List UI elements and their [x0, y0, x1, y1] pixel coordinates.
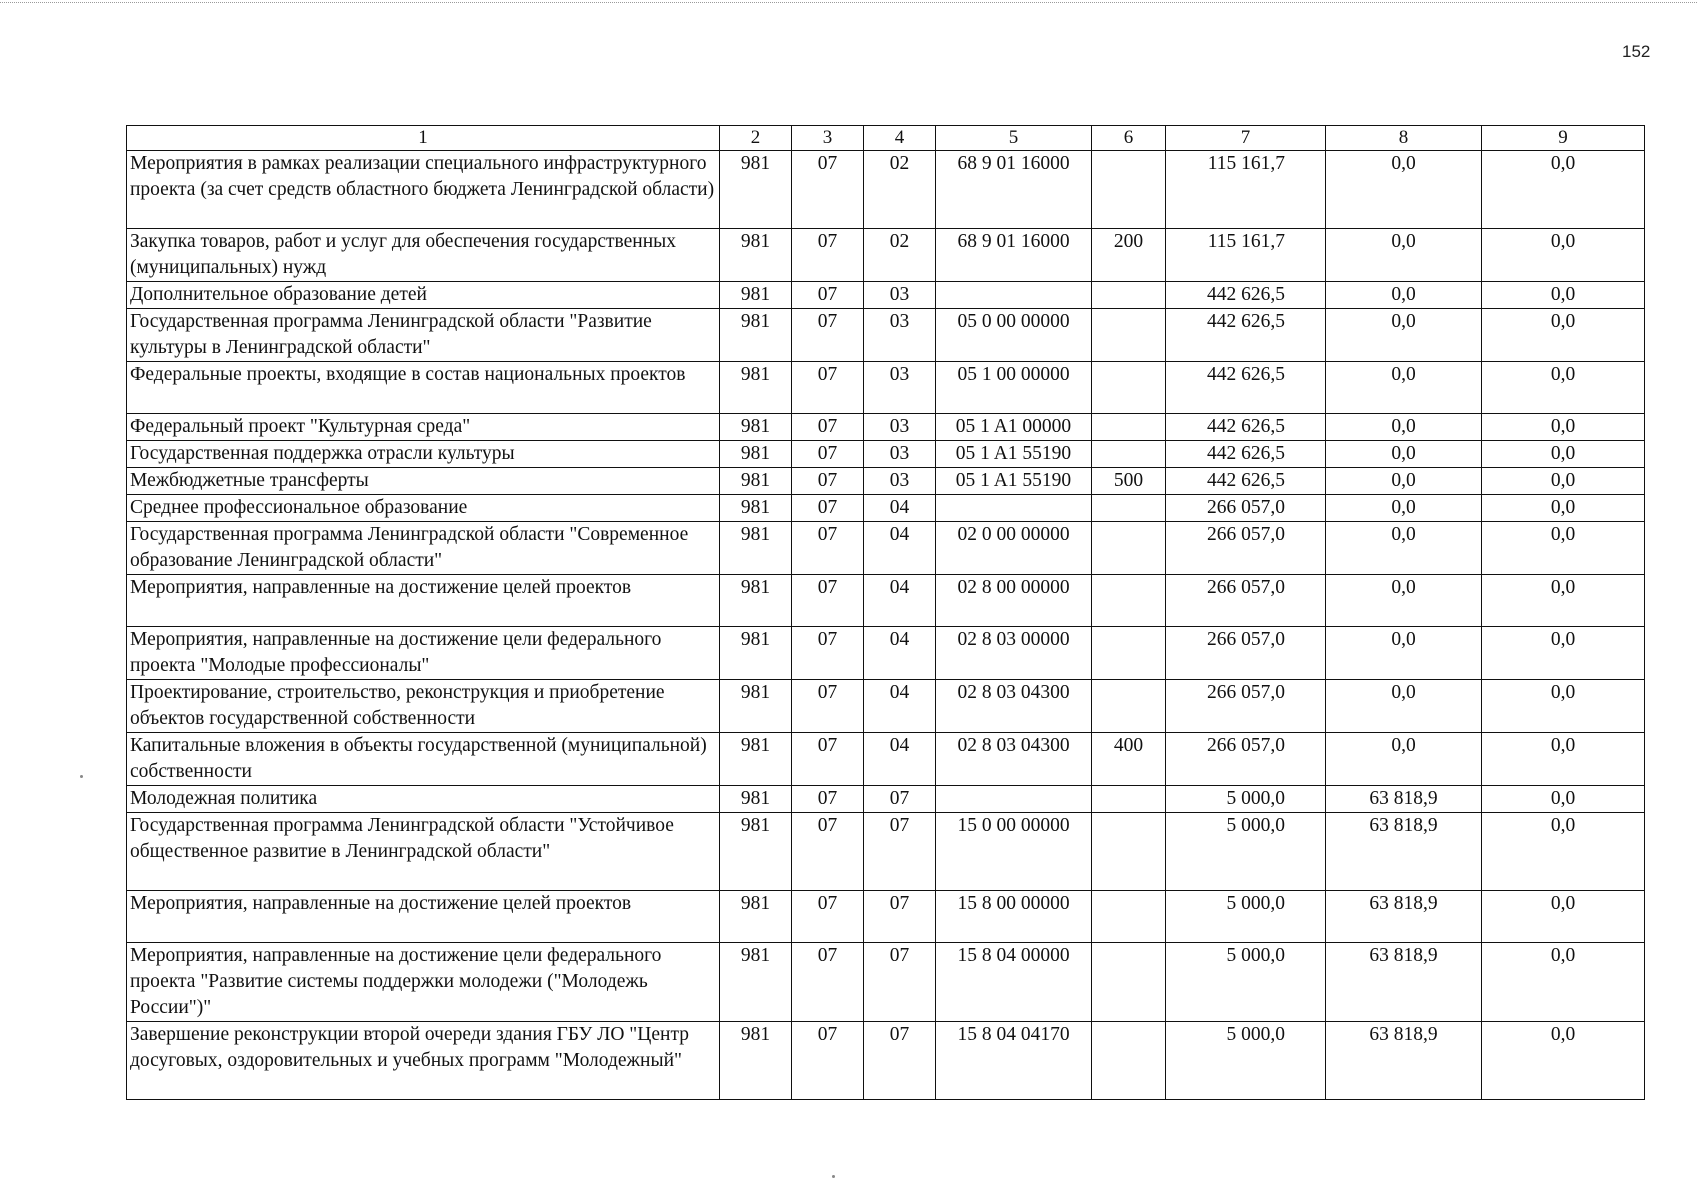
- row-name: Федеральные проекты, входящие в состав национальных проектов: [127, 362, 720, 414]
- col6-expense-type: [1092, 309, 1166, 362]
- col2-code: 981: [720, 575, 792, 627]
- col2-code: 981: [720, 733, 792, 786]
- col5-target-article: 05 1 A1 55190: [936, 468, 1092, 495]
- table-row: [127, 362, 1645, 414]
- col5-target-article: 05 0 00 00000: [936, 309, 1092, 362]
- table-row: [127, 495, 1645, 522]
- header-cell-1: 1: [127, 126, 720, 151]
- col7-amount: 5 000,0: [1166, 891, 1326, 943]
- col3-section: 07: [792, 680, 864, 733]
- col6-expense-type: [1092, 891, 1166, 943]
- col4-subsection: 04: [864, 680, 936, 733]
- col6-expense-type: 500: [1092, 468, 1166, 495]
- col6-expense-type: [1092, 282, 1166, 309]
- col7-amount: 266 057,0: [1166, 680, 1326, 733]
- col2-code: 981: [720, 441, 792, 468]
- col5-target-article: 05 1 A1 55190: [936, 441, 1092, 468]
- header-cell-7: 7: [1166, 126, 1326, 151]
- col9-amount: 0,0: [1482, 786, 1645, 813]
- col5-target-article: [936, 495, 1092, 522]
- header-cell-3: 3: [792, 126, 864, 151]
- table-row: [127, 680, 1645, 733]
- col6-expense-type: [1092, 441, 1166, 468]
- table-row: [127, 733, 1645, 786]
- scan-speck: [80, 775, 83, 778]
- col4-subsection: 07: [864, 891, 936, 943]
- page-number: 152: [1622, 42, 1651, 61]
- col3-section: 07: [792, 414, 864, 441]
- col7-amount: 115 161,7: [1166, 151, 1326, 229]
- col9-amount: 0,0: [1482, 441, 1645, 468]
- col8-amount: 0,0: [1326, 441, 1482, 468]
- col9-amount: 0,0: [1482, 943, 1645, 1022]
- col5-target-article: 68 9 01 16000: [936, 229, 1092, 282]
- col9-amount: 0,0: [1482, 575, 1645, 627]
- row-name: Мероприятия, направленные на достижение целей проектов: [127, 575, 720, 627]
- col8-amount: 0,0: [1326, 362, 1482, 414]
- col7-amount: 5 000,0: [1166, 813, 1326, 891]
- col5-target-article: 02 0 00 00000: [936, 522, 1092, 575]
- col7-amount: 5 000,0: [1166, 1022, 1326, 1100]
- col2-code: 981: [720, 522, 792, 575]
- col9-amount: 0,0: [1482, 495, 1645, 522]
- col6-expense-type: 200: [1092, 229, 1166, 282]
- col9-amount: 0,0: [1482, 362, 1645, 414]
- col9-amount: 0,0: [1482, 627, 1645, 680]
- row-name: Проектирование, строительство, реконструкция и приобретение объектов государственной собственности: [127, 680, 720, 733]
- col3-section: 07: [792, 575, 864, 627]
- col7-amount: 442 626,5: [1166, 414, 1326, 441]
- col8-amount: 63 818,9: [1326, 786, 1482, 813]
- col6-expense-type: [1092, 495, 1166, 522]
- table-row: [127, 813, 1645, 891]
- scan-speck: [832, 1175, 835, 1178]
- col5-target-article: 15 0 00 00000: [936, 813, 1092, 891]
- col7-amount: 5 000,0: [1166, 786, 1326, 813]
- col5-target-article: 05 1 A1 00000: [936, 414, 1092, 441]
- col8-amount: 0,0: [1326, 575, 1482, 627]
- col5-target-article: 02 8 03 04300: [936, 733, 1092, 786]
- col4-subsection: 03: [864, 414, 936, 441]
- col7-amount: 442 626,5: [1166, 468, 1326, 495]
- col6-expense-type: [1092, 813, 1166, 891]
- col9-amount: 0,0: [1482, 1022, 1645, 1100]
- col8-amount: 63 818,9: [1326, 891, 1482, 943]
- col2-code: 981: [720, 229, 792, 282]
- table-row: [127, 943, 1645, 1022]
- table-row: [127, 151, 1645, 229]
- col9-amount: 0,0: [1482, 229, 1645, 282]
- col6-expense-type: [1092, 627, 1166, 680]
- row-name: Молодежная политика: [127, 786, 720, 813]
- col4-subsection: 03: [864, 362, 936, 414]
- col6-expense-type: [1092, 362, 1166, 414]
- col8-amount: 0,0: [1326, 151, 1482, 229]
- col7-amount: 442 626,5: [1166, 441, 1326, 468]
- col5-target-article: 02 8 00 00000: [936, 575, 1092, 627]
- col4-subsection: 03: [864, 468, 936, 495]
- col3-section: 07: [792, 441, 864, 468]
- col4-subsection: 04: [864, 575, 936, 627]
- col3-section: 07: [792, 468, 864, 495]
- col2-code: 981: [720, 813, 792, 891]
- col7-amount: 115 161,7: [1166, 229, 1326, 282]
- table-row: [127, 891, 1645, 943]
- col7-amount: 5 000,0: [1166, 943, 1326, 1022]
- col8-amount: 0,0: [1326, 680, 1482, 733]
- col8-amount: 0,0: [1326, 414, 1482, 441]
- col3-section: 07: [792, 891, 864, 943]
- table-row: [127, 468, 1645, 495]
- col3-section: 07: [792, 229, 864, 282]
- row-name: Государственная программа Ленинградской области "Современное образование Ленинградской области": [127, 522, 720, 575]
- table-row: [127, 229, 1645, 282]
- col8-amount: 0,0: [1326, 282, 1482, 309]
- col8-amount: 0,0: [1326, 495, 1482, 522]
- col2-code: 981: [720, 414, 792, 441]
- col7-amount: 266 057,0: [1166, 627, 1326, 680]
- col7-amount: 442 626,5: [1166, 362, 1326, 414]
- col5-target-article: [936, 786, 1092, 813]
- col3-section: 07: [792, 943, 864, 1022]
- col9-amount: 0,0: [1482, 414, 1645, 441]
- header-cell-8: 8: [1326, 126, 1482, 151]
- col4-subsection: 07: [864, 1022, 936, 1100]
- row-name: Дополнительное образование детей: [127, 282, 720, 309]
- col8-amount: 0,0: [1326, 627, 1482, 680]
- col3-section: 07: [792, 151, 864, 229]
- col5-target-article: 15 8 04 04170: [936, 1022, 1092, 1100]
- col5-target-article: 02 8 03 00000: [936, 627, 1092, 680]
- col4-subsection: 02: [864, 151, 936, 229]
- header-cell-6: 6: [1092, 126, 1166, 151]
- col6-expense-type: [1092, 414, 1166, 441]
- col7-amount: 266 057,0: [1166, 495, 1326, 522]
- col4-subsection: 07: [864, 943, 936, 1022]
- budget-table: [126, 125, 1645, 1100]
- table-row: [127, 309, 1645, 362]
- col7-amount: 266 057,0: [1166, 733, 1326, 786]
- col8-amount: 63 818,9: [1326, 943, 1482, 1022]
- table-row: [127, 627, 1645, 680]
- row-name: Закупка товаров, работ и услуг для обеспечения государственных (муниципальных) нужд: [127, 229, 720, 282]
- col6-expense-type: [1092, 680, 1166, 733]
- col8-amount: 0,0: [1326, 468, 1482, 495]
- col9-amount: 0,0: [1482, 813, 1645, 891]
- col6-expense-type: [1092, 575, 1166, 627]
- header-cell-5: 5: [936, 126, 1092, 151]
- col9-amount: 0,0: [1482, 282, 1645, 309]
- col9-amount: 0,0: [1482, 680, 1645, 733]
- col6-expense-type: 400: [1092, 733, 1166, 786]
- table-row: [127, 522, 1645, 575]
- scan-top-edge: [0, 2, 1697, 3]
- col3-section: 07: [792, 309, 864, 362]
- col2-code: 981: [720, 786, 792, 813]
- row-name: Завершение реконструкции второй очереди здания ГБУ ЛО "Центр досуговых, оздоровительных и учебных программ "Молодежный": [127, 1022, 720, 1100]
- col2-code: 981: [720, 362, 792, 414]
- col4-subsection: 03: [864, 441, 936, 468]
- row-name: Капитальные вложения в объекты государственной (муниципальной) собственности: [127, 733, 720, 786]
- col6-expense-type: [1092, 151, 1166, 229]
- row-name: Мероприятия, направленные на достижение цели федерального проекта "Молодые профессионалы": [127, 627, 720, 680]
- col4-subsection: 03: [864, 309, 936, 362]
- col4-subsection: 07: [864, 786, 936, 813]
- col4-subsection: 07: [864, 813, 936, 891]
- row-name: Государственная программа Ленинградской области "Устойчивое общественное развитие в Ленинградской области": [127, 813, 720, 891]
- col3-section: 07: [792, 1022, 864, 1100]
- table-row: [127, 282, 1645, 309]
- col9-amount: 0,0: [1482, 733, 1645, 786]
- col9-amount: 0,0: [1482, 309, 1645, 362]
- col3-section: 07: [792, 786, 864, 813]
- col5-target-article: [936, 282, 1092, 309]
- table-row: [127, 1022, 1645, 1100]
- col6-expense-type: [1092, 1022, 1166, 1100]
- row-name: Федеральный проект "Культурная среда": [127, 414, 720, 441]
- col8-amount: 0,0: [1326, 229, 1482, 282]
- col3-section: 07: [792, 733, 864, 786]
- col2-code: 981: [720, 495, 792, 522]
- col9-amount: 0,0: [1482, 468, 1645, 495]
- row-name: Среднее профессиональное образование: [127, 495, 720, 522]
- col3-section: 07: [792, 282, 864, 309]
- col3-section: 07: [792, 362, 864, 414]
- col4-subsection: 04: [864, 522, 936, 575]
- col9-amount: 0,0: [1482, 522, 1645, 575]
- col2-code: 981: [720, 943, 792, 1022]
- col6-expense-type: [1092, 786, 1166, 813]
- col8-amount: 63 818,9: [1326, 813, 1482, 891]
- col8-amount: 0,0: [1326, 522, 1482, 575]
- col3-section: 07: [792, 522, 864, 575]
- header-row: [127, 126, 1645, 151]
- col2-code: 981: [720, 468, 792, 495]
- col4-subsection: 03: [864, 282, 936, 309]
- col8-amount: 63 818,9: [1326, 1022, 1482, 1100]
- col2-code: 981: [720, 627, 792, 680]
- col2-code: 981: [720, 309, 792, 362]
- row-name: Государственная программа Ленинградской области "Развитие культуры в Ленинградской области": [127, 309, 720, 362]
- row-name: Мероприятия, направленные на достижение цели федерального проекта "Развитие системы поддержки молодежи ("Молодежь России")": [127, 943, 720, 1022]
- col2-code: 981: [720, 1022, 792, 1100]
- col3-section: 07: [792, 813, 864, 891]
- col2-code: 981: [720, 891, 792, 943]
- col2-code: 981: [720, 151, 792, 229]
- col8-amount: 0,0: [1326, 309, 1482, 362]
- col4-subsection: 04: [864, 495, 936, 522]
- col5-target-article: 05 1 00 00000: [936, 362, 1092, 414]
- row-name: Мероприятия в рамках реализации специального инфраструктурного проекта (за счет средств областного бюджета Ленинградской области): [127, 151, 720, 229]
- col2-code: 981: [720, 282, 792, 309]
- col6-expense-type: [1092, 522, 1166, 575]
- col2-code: 981: [720, 680, 792, 733]
- col7-amount: 442 626,5: [1166, 282, 1326, 309]
- table-row: [127, 575, 1645, 627]
- col5-target-article: 15 8 04 00000: [936, 943, 1092, 1022]
- col5-target-article: 15 8 00 00000: [936, 891, 1092, 943]
- col4-subsection: 02: [864, 229, 936, 282]
- header-cell-9: 9: [1482, 126, 1645, 151]
- col6-expense-type: [1092, 943, 1166, 1022]
- col7-amount: 442 626,5: [1166, 309, 1326, 362]
- col7-amount: 266 057,0: [1166, 575, 1326, 627]
- col9-amount: 0,0: [1482, 151, 1645, 229]
- col4-subsection: 04: [864, 733, 936, 786]
- row-name: Межбюджетные трансферты: [127, 468, 720, 495]
- col5-target-article: 68 9 01 16000: [936, 151, 1092, 229]
- col8-amount: 0,0: [1326, 733, 1482, 786]
- col7-amount: 266 057,0: [1166, 522, 1326, 575]
- col3-section: 07: [792, 495, 864, 522]
- table-row: [127, 786, 1645, 813]
- header-cell-2: 2: [720, 126, 792, 151]
- col4-subsection: 04: [864, 627, 936, 680]
- row-name: Мероприятия, направленные на достижение целей проектов: [127, 891, 720, 943]
- table-row: [127, 441, 1645, 468]
- col5-target-article: 02 8 03 04300: [936, 680, 1092, 733]
- header-cell-4: 4: [864, 126, 936, 151]
- table-row: [127, 414, 1645, 441]
- row-name: Государственная поддержка отрасли культуры: [127, 441, 720, 468]
- col3-section: 07: [792, 627, 864, 680]
- col9-amount: 0,0: [1482, 891, 1645, 943]
